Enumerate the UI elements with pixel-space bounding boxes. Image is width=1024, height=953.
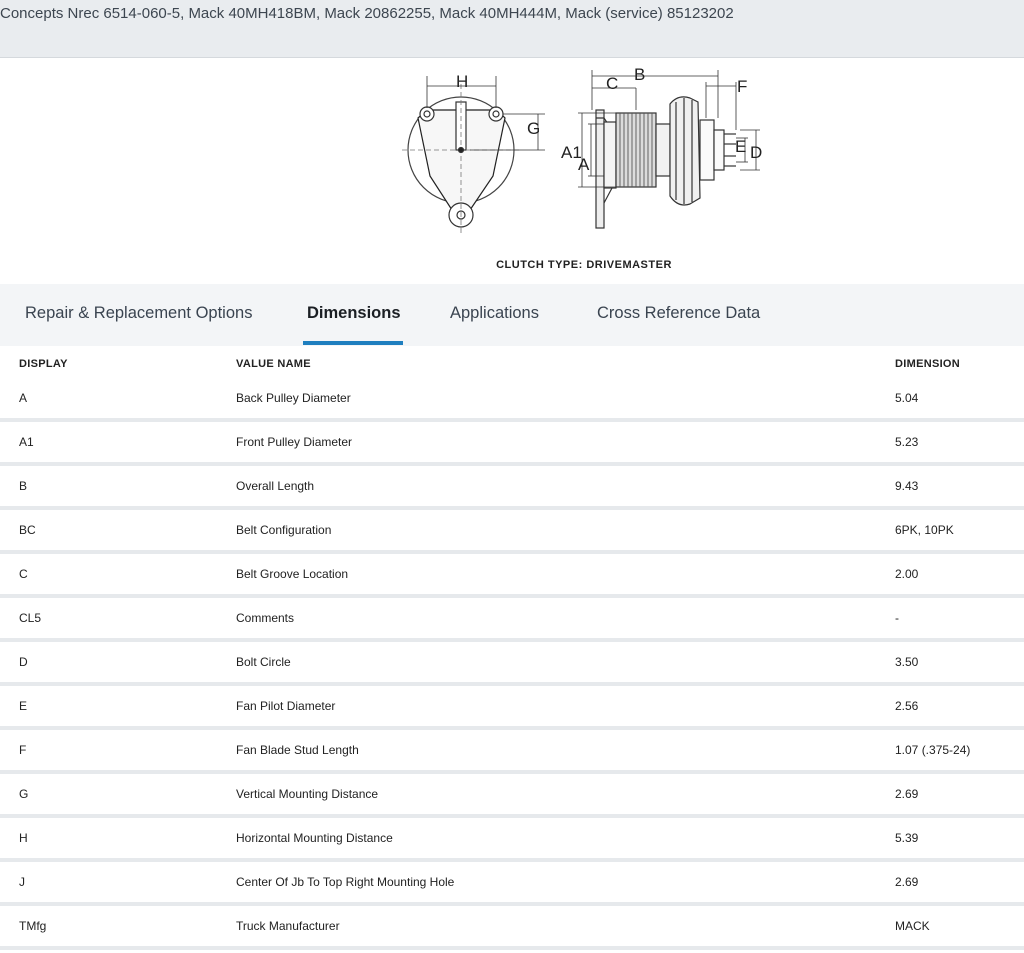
table-row [0,510,1024,554]
diagram-label-a: A [578,155,590,174]
table-row [0,598,1024,642]
table-row [0,466,1024,510]
diagram-label-a1: A1 [561,143,582,162]
cell-dimension: 2.00 [895,567,919,581]
cell-dimension: 1.07 (.375-24) [895,743,971,757]
tab-applications[interactable]: Applications [450,304,539,322]
front-view [402,76,545,233]
breadcrumb: Concepts Nrec 6514-060-5, Mack 40MH418BM, Mack 20862255, Mack 40MH444M, Mack (service) 85123202 [0,5,734,22]
tab-bar [0,284,1024,346]
cell-value-name: Bolt Circle [236,655,291,669]
table-row [0,818,1024,862]
column-header-value-name: VALUE NAME [236,358,311,370]
diagram-label-b: B [634,65,646,84]
diagram-label-g: G [527,119,541,138]
table-row [0,554,1024,598]
cell-display: TMfg [19,919,47,933]
cell-value-name: Fan Pilot Diameter [236,699,336,713]
cell-display: J [19,875,25,889]
cell-value-name: Belt Configuration [236,523,332,537]
table-row [0,862,1024,906]
dimensions-table [0,378,1024,950]
cell-dimension: 2.69 [895,875,919,889]
diagram-label-c: C [606,74,619,93]
cell-dimension: 2.56 [895,699,919,713]
cell-display: C [19,567,28,581]
tab-cross-reference-data[interactable]: Cross Reference Data [597,304,761,322]
cell-value-name: Front Pulley Diameter [236,435,353,449]
cell-display: G [19,787,29,801]
cell-dimension: 3.50 [895,655,919,669]
clutch-type-caption: CLUTCH TYPE: DRIVEMASTER [496,259,672,271]
top-bar [0,0,1024,58]
cell-display: E [19,699,28,713]
cell-display: A1 [19,435,34,449]
cell-value-name: Vertical Mounting Distance [236,787,379,801]
table-row [0,378,1024,422]
active-tab-indicator [303,341,403,345]
diagram-label-e: E [735,137,747,156]
cell-value-name: Horizontal Mounting Distance [236,831,393,845]
cell-value-name: Belt Groove Location [236,567,349,581]
diagram-label-f: F [737,77,748,96]
diagram-label-d: D [750,143,763,162]
cell-dimension: - [895,611,899,625]
cell-value-name: Fan Blade Stud Length [236,743,359,757]
cell-display: BC [19,523,36,537]
cell-display: D [19,655,28,669]
cell-dimension: 6PK, 10PK [895,523,954,537]
cell-dimension: 9.43 [895,479,919,493]
side-view [578,70,763,228]
tab-repair-replacement-options[interactable]: Repair & Replacement Options [25,304,253,322]
table-row [0,774,1024,818]
table-row [0,906,1024,950]
cell-value-name: Back Pulley Diameter [236,391,351,405]
cell-display: CL5 [19,611,42,625]
cell-display: B [19,479,28,493]
cell-dimension: 5.39 [895,831,919,845]
table-header [0,346,1024,379]
cell-dimension: 2.69 [895,787,919,801]
column-header-display: DISPLAY [19,358,68,370]
cell-display: F [19,743,27,757]
column-header-dimension: DIMENSION [895,358,961,370]
cell-value-name: Overall Length [236,479,315,493]
cell-value-name: Center Of Jb To Top Right Mounting Hole [236,875,455,889]
cell-value-name: Comments [236,611,295,625]
table-row [0,730,1024,774]
table-row [0,686,1024,730]
cell-display: H [19,831,28,845]
cell-display: A [19,391,28,405]
table-row [0,642,1024,686]
cell-value-name: Truck Manufacturer [236,919,340,933]
table-row [0,422,1024,466]
fan-clutch-drawing [0,58,1024,284]
cell-dimension: MACK [895,919,930,933]
cell-dimension: 5.23 [895,435,919,449]
cell-dimension: 5.04 [895,391,919,405]
tab-dimensions[interactable]: Dimensions [307,304,401,322]
diagram-label-h: H [456,72,469,91]
product-diagram [0,58,1024,284]
